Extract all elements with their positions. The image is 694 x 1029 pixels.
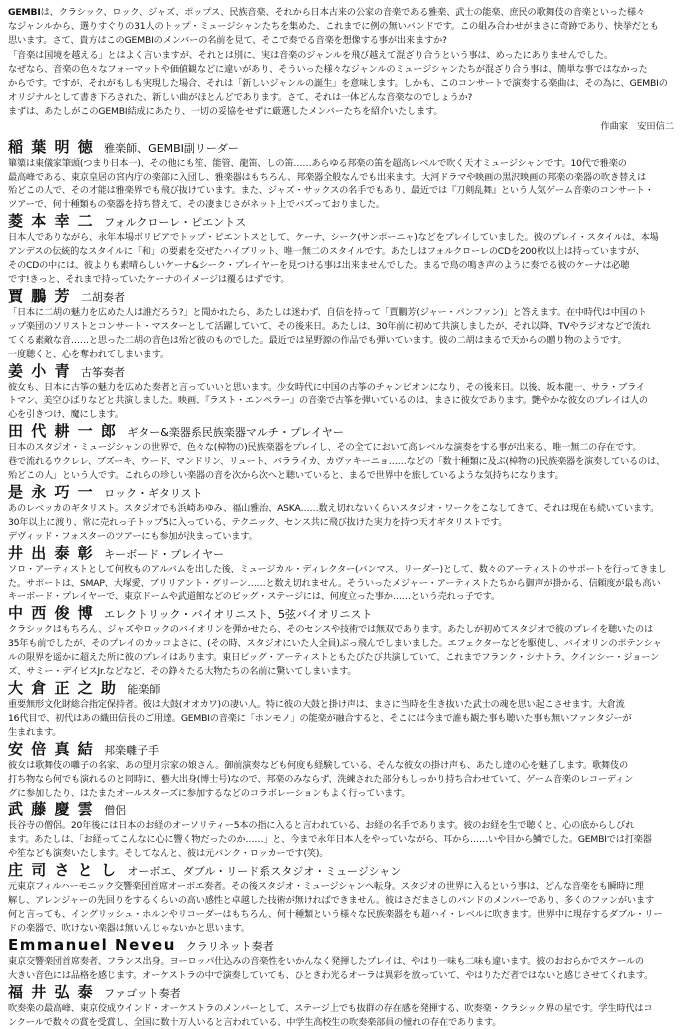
bio-line: 解し、アレンジャーの先回りをするくらいの高い感性と卓越した技術が無ければできません。彼はさだまさしのバンドのメンバーであり、多くのファンがいます — [8, 894, 686, 908]
member-header — [8, 936, 686, 955]
intro-lead-word: GEMBI — [8, 7, 41, 18]
member-bio — [8, 306, 686, 362]
intro-line: なジャンルから、選りすぐりの31人のトップ・ミュージシャンたちを集めた、これまでに例の無いバンドです。この組み合わせがまさに奇跡であり、快挙だとも — [8, 20, 686, 34]
member-list — [8, 138, 686, 1029]
member-name: 大 倉 正 之 助 — [8, 679, 117, 698]
bio-line: ンクールで数々の賞を受賞し、全国に数十万人いると言われている、中学生高校生の吹奏楽部員の憧れの存在であります。 — [8, 1016, 686, 1029]
member-header — [8, 483, 686, 502]
bio-line: デヴィッド・フォスターのツアーにも参加が決まっています。 — [8, 530, 686, 544]
member-role: オーボエ、ダブル・リード系スタジオ・ミュージシャン — [127, 862, 401, 881]
member-role: 二胡奏者 — [81, 288, 125, 307]
member-header — [8, 212, 686, 231]
member-profile — [8, 287, 686, 362]
bio-line: トマン、美空ひばりなどと共演しました。映画、『ラスト・エンペラー』の音楽で古筝を弾いているのは、まさに彼女であります。艶やかな彼女のプレイは人の — [8, 394, 686, 408]
bio-line: や笙なども演奏いたします。そしてなんと、彼は元バンク・ロッカーです(笑)。 — [8, 847, 686, 861]
member-profile — [8, 936, 686, 983]
bio-line: クラシックはもちろん、ジャズやロックのバイオリンを弾かせたら、そのセンスや技術では無双であります。あたしが初めてスタジオで彼のプレイを聴いたのは — [8, 623, 686, 637]
bio-line: 篳篥は東儀家筆頭(つまり日本一)、その他にも笙、能管、龍笛、しの笛……あらゆる邦楽の笛を超高レベルで吹く天才ミュージシャンです。10代で雅楽の — [8, 157, 686, 171]
intro-line: 思います。さて、貴方はこのGEMBIのメンバーの名前を見て、そこで奏でる音楽を想像する事が出来ますか? — [8, 34, 686, 48]
member-name: 是 永 巧 一 — [8, 483, 94, 502]
intro-line: 「音楽は国境を越える」とはよく言いますが、それとは別に、実は音楽のジャンルを飛び越えて混ざり合うという事は、めったにありませんでした。 — [8, 49, 686, 63]
member-name: 安 倍 真 結 — [8, 740, 94, 759]
bio-line: 彼女も、日本に古筝の魅力を広めた奏者と言っていいと思います。少女時代に中国の古筝のチャンピオンになり、その後来日。以後、坂本龍一、サラ・ブライ — [8, 381, 686, 395]
member-header — [8, 604, 686, 623]
member-name: 庄 司 さ と し — [8, 861, 117, 880]
intro-line: からです。ですが、それがもしも実現した場合、それは「新しいジャンルの誕生」を意味します。しかも、このコンサートで演奏する楽曲は、その為に、GEMBIの — [8, 77, 686, 91]
member-role: キーボード・プレイヤー — [104, 545, 224, 564]
member-name: 賈 鵬 芳 — [8, 287, 71, 306]
bio-line: ます。あたしは、「お経ってこんなに心に響く物だったのか……」と、今まで永年日本人をやっていながら、耳から……いや目から鱗でした。GEMBIでは打楽器 — [8, 833, 686, 847]
member-profile — [8, 861, 686, 936]
intro-line: まずは、あたしがこのGEMBI結成にあたり、一切の妥協をせずに厳選したメンバーたちを紹介いたします。 — [8, 105, 686, 119]
member-bio — [8, 819, 686, 861]
member-name: 福 井 弘 泰 — [8, 983, 94, 1002]
member-header — [8, 983, 686, 1002]
bio-line: 巷で流れるウクレレ、ブズーキ、ウード、マンドリン、リュート、バラライカ、カヴァキーニョ……などの「数十種類に及ぶ(棹物の)民族楽器を演奏しているのは、 — [8, 455, 686, 469]
member-name: 稲 葉 明 徳 — [8, 138, 94, 157]
bio-line: 30年以上に渡り、常に売れっ子トップ5に入っている、テクニック、センス共に飛び抜けた実力を持つ天才ギタリストです。 — [8, 516, 686, 530]
bio-line: 大きい音色には品格を感じます。オーケストラの中で演奏していても、ひときわ光るオーラは異彩を放っていて、やはりただ者ではないと感じさせてくれます。 — [8, 969, 686, 983]
member-header — [8, 138, 686, 157]
member-bio — [8, 759, 686, 801]
bio-line: キーボード・プレイヤーで、東京ドームや武道館などのビッグ・ステージには、何度立った事か……という売れっ子です。 — [8, 590, 686, 604]
bio-line: そのCDの中には、彼よりも素晴らしいケーナ&シーク・プレイヤーを見つける事は出来ませんでした。まるで鳥の鳴き声のように奏でる彼のケーナは必聴 — [8, 259, 686, 273]
bio-line: てくる素敵な音……と思った二胡の音色は殆ど彼のものでした。最近では星野源の作品でも弾いています。彼の二胡はまるで天からの贈り物のようです。 — [8, 334, 686, 348]
member-role: ロック・ギタリスト — [104, 484, 202, 503]
member-role: フォルクローレ・ピエントス — [104, 213, 246, 232]
member-header — [8, 679, 686, 698]
member-profile — [8, 800, 686, 861]
author-credit: 作曲家 安田信二 — [8, 120, 674, 134]
bio-line: アンデスの伝統的なスタイルに「和」の要素を交ぜたハイブリット、唯一無二のスタイルです。あたしはフォルクローレのCDを200枚以上は持っていますが、 — [8, 245, 686, 259]
member-bio — [8, 623, 686, 679]
member-profile — [8, 679, 686, 740]
bio-line: 何と言っても、イングリッシュ・ホルンやリコーダーはもちろん、何十種類という様々な民族楽器をも超ハイ・レベルに吹きます。世界中に現存するダブル・リー — [8, 908, 686, 922]
member-bio — [8, 441, 686, 483]
bio-line: 彼女は歌舞伎の囃子の名家、あの望月宗家の娘さん。御前演奏なども何度も経験している、そんな彼女の掛け声も、あたし達の心を魅了します。歌舞伎の — [8, 759, 686, 773]
member-header — [8, 800, 686, 819]
bio-line: 東京交響楽団首席奏者、フランス出身。ヨーロッパ仕込みの音楽性をいかんなく発揮したプレイは、やはり一味も二味も違います。彼のおおらかでスケールの — [8, 955, 686, 969]
bio-line: 殆どこの人で、その才能は雅楽界でも飛び抜けています。また、ジャズ・サックスの名手でもあり、最近では『刀剣乱舞』という人気ゲーム音楽のコンサート・ — [8, 184, 686, 198]
member-profile — [8, 483, 686, 544]
bio-line: ズ、サミー・デイビスJr.などなど、その錚々たる大物たちの名前に驚いてしまいます。 — [8, 665, 686, 679]
member-bio — [8, 502, 686, 544]
member-role: 雅楽師、GEMBI副リーダー — [104, 139, 239, 158]
member-bio — [8, 698, 686, 740]
intro-line: オリジナルとして書き下ろされた、新しい曲がほとんどであります。さて、それは一体どんな音楽なのでしょうか? — [8, 91, 686, 105]
member-profile — [8, 212, 686, 287]
member-header — [8, 544, 686, 563]
bio-line: ルの限界を遥かに超えた所に彼のプレイはあります。東日ビッグ・アーティストともたびたび共演していて、これまでフランク・シナトラ、クインシー・ジョーン — [8, 651, 686, 665]
bio-line: あのレベッカのギタリスト。スタジオでも浜崎あゆみ、福山雅治、ASKA……数え切れないくらいスタジオ・ワークをこなしてきて、それは現在も続いています。 — [8, 502, 686, 516]
member-bio — [8, 955, 686, 983]
member-role: 邦楽囃子手 — [104, 741, 159, 760]
member-name: 中 西 俊 博 — [8, 604, 94, 623]
member-header — [8, 422, 686, 441]
bio-line: 重要無形文化財総合指定保持者。彼は大鼓(オオカワ)の凄い人。特に彼の大鼓と掛け声は、まさに当時を生き抜いた武士の魂を思い起こさせます。大倉流 — [8, 698, 686, 712]
member-profile — [8, 138, 686, 213]
bio-line: 35年も前でしたが、そのプレイのカッコよさに、(その時、スタジオにいた人全員)ぶっ飛んでしまいました。エフェクターなどを駆使し、バイオリンのポテンシャ — [8, 637, 686, 651]
bio-line: 「日本に二胡の魅力を広めた人は誰だろう?」と聞かれたら、あたしは迷わず、自信を持って「賈鵬芳(ジャー・パンファン)」と答えます。在中時代は中国のト — [8, 306, 686, 320]
member-profile — [8, 422, 686, 483]
member-bio — [8, 381, 686, 423]
bio-line: た。サポートは、SMAP、大塚愛、ブリリアント・グリーン……と数え切れません。そういったメジャー・アーティストたちから御声が掛かる、信頼度が最も高い — [8, 577, 686, 591]
bio-line: 日本のスタジオ・ミュージシャンの世界で、色々な(棹物の)民族楽器をプレイし、その全てにおいて高レベルな演奏をする事が出来る、唯一無二の存在です。 — [8, 441, 686, 455]
member-name: 井 出 泰 彰 — [8, 544, 94, 563]
member-header — [8, 861, 686, 880]
bio-line: 長谷寺の僧侶。20年後には日本のお経のオーソリティー5本の指に入ると言われている、お経の名手であります。彼のお経を生で聴くと、心の底からしびれ — [8, 819, 686, 833]
intro-line: GEMBIは、クラシック、ロック、ジャズ、ポップス、民族音楽、それから日本古来の公家の音楽である雅楽、武士の能楽、庶民の歌舞伎の音楽といった様々 — [8, 6, 686, 20]
member-profile — [8, 740, 686, 801]
bio-line: ソロ・アーティストとして何枚ものアルバムを出した後、ミュージカル・ディレクター(バンマス、リーダー)として、数々のアーティストのサポートを行ってきまし — [8, 563, 686, 577]
member-header — [8, 740, 686, 759]
member-profile — [8, 544, 686, 605]
bio-line: 日本人でありながら、永年本場ボリビアでトップ・ピエントスとして、ケーナ、シーク(サンポーニャ)などをプレイしていました。彼のプレイ・スタイルは、本場 — [8, 231, 686, 245]
bio-line: 生まれます。 — [8, 726, 686, 740]
bio-line: です!きっと、それまで持っていたケーナのイメージは覆るはずです。 — [8, 273, 686, 287]
member-name: 姜 小 青 — [8, 362, 71, 381]
member-role: 僧侶 — [104, 801, 126, 820]
bio-line: 心を引きつけ、魔にします。 — [8, 408, 686, 422]
member-role: 能楽師 — [127, 680, 160, 699]
member-name: 田 代 耕 一 郎 — [8, 422, 117, 441]
member-name: 武 藤 慶 雲 — [8, 800, 94, 819]
member-profile — [8, 362, 686, 423]
member-role: ファゴット奏者 — [104, 984, 181, 1003]
member-name: 菱 本 幸 二 — [8, 212, 94, 231]
bio-line: ップ楽団のソリストとコンサート・マスターとして活躍していて、その後来日。あたしは、30年前に初めて共演しましたが、それ以降、TVやラジオなどで流れ — [8, 320, 686, 334]
bio-line: 一度聴くと、心を奪われてしまいます。 — [8, 348, 686, 362]
bio-line: 最高峰である、東京皇居の宮内庁の楽部に入団し、雅楽器はもちろん、邦楽器全般なんでも出来ます。大河ドラマや映画の黒沢映画の邦楽の楽器の吹き替えは — [8, 171, 686, 185]
member-bio — [8, 231, 686, 287]
bio-line: ツアーで、何十種類もの楽器を持ち替えて、その凄まじさがネット上でバズっておりました。 — [8, 198, 686, 212]
member-header — [8, 287, 686, 306]
member-bio — [8, 563, 686, 605]
bio-line: 元東京フィルハーモニック交響楽団首席オーボエ奏者。その後スタジオ・ミュージシャンへ転身。スタジオの世界に入るという事は、どんな音楽をも瞬時に理 — [8, 880, 686, 894]
bio-line: 吹奏楽の最高峰、東京佼成ウインド・オーケストラのメンバーとして、ステージ上でも抜群の存在感を発揮する、吹奏楽・クラシック界の星です。学生時代はコ — [8, 1002, 686, 1016]
member-profile — [8, 983, 686, 1029]
member-role: ギター&楽器系民族楽器マルチ・プレイヤー — [127, 423, 343, 442]
member-name: Emmanuel Neveu — [8, 936, 176, 955]
member-role: エレクトリック・バイオリニスト、5弦バイオリニスト — [104, 605, 372, 624]
intro-line: なぜなら、音楽の色々なフォーマットや価値観などに違いがあり、そういった様々なジャンルのミュージシャンたちが混ざり合う事は、簡単な事ではなかった — [8, 63, 686, 77]
bio-line: グに参加したり、はたまたオールスターズに参加するなどのコラボレーションもよく行っています。 — [8, 787, 686, 801]
bio-line: 打ち物なら何でも演れるのと同時に、藝大出身(博士号)なので、邦楽のみならず、洗練された部分もしっかり持ち合わせていて、ゲーム音楽のレコーディン — [8, 773, 686, 787]
member-bio — [8, 1002, 686, 1029]
member-header — [8, 362, 686, 381]
member-bio — [8, 157, 686, 213]
bio-line: ドの楽器で、吹けない楽器は無いんじゃないかと思います。 — [8, 922, 686, 936]
member-role: クラリネット奏者 — [186, 937, 274, 956]
member-profile — [8, 604, 686, 679]
member-role: 古筝奏者 — [81, 363, 125, 382]
intro-section — [8, 6, 686, 120]
member-bio — [8, 880, 686, 936]
bio-line: 殆どこの人」という人です。これらの珍しい楽器の音を次から次へと聴いていると、まるで世界中を旅しているような気持ちになります。 — [8, 469, 686, 483]
bio-line: 16代目で、初代はあの織田信長のご用達。GEMBIの音楽に「ホンモノ」の能楽が融合すると、そこには今まで誰も観た事も聴いた事も無いファンタジーが — [8, 712, 686, 726]
